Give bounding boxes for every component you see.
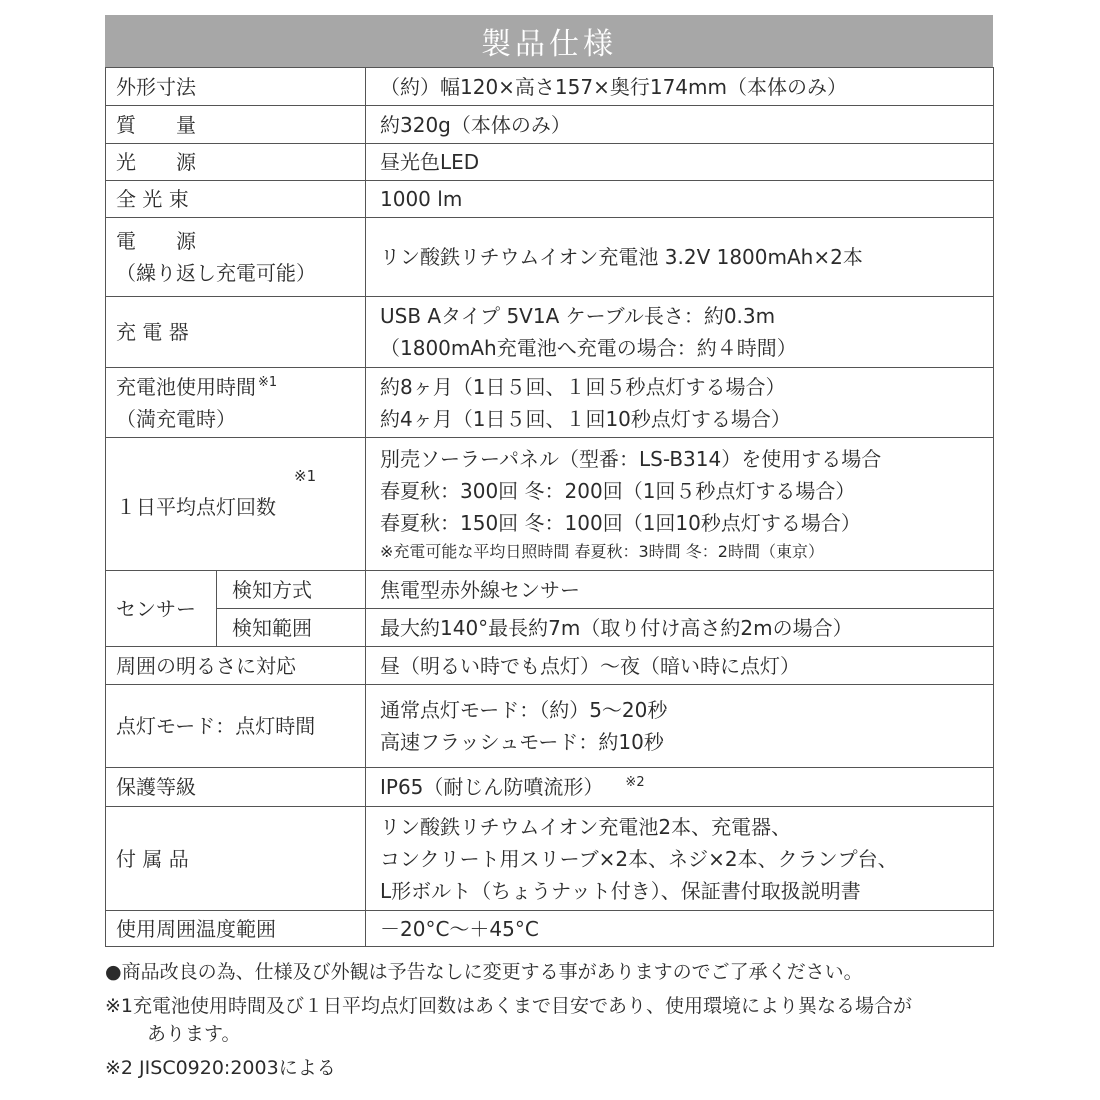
spec-table xyxy=(105,67,994,947)
value-mode-line1: 通常点灯モード：（約）5〜20秒 xyxy=(380,698,668,722)
value-charger xyxy=(366,297,994,368)
value-charger-line1: USB Aタイプ 5V1A ケーブル長さ：約0.3m xyxy=(380,304,776,328)
spec-sheet xyxy=(105,15,993,947)
label-temperature: 使用周囲温度範囲 xyxy=(106,911,366,947)
label-light-source: 光 源 xyxy=(106,144,366,181)
value-protection xyxy=(366,768,994,807)
value-luminous-flux: 1000 lm xyxy=(366,181,994,218)
label-mode: 点灯モード：点灯時間 xyxy=(106,685,366,768)
label-protection: 保護等級 xyxy=(106,768,366,807)
label-dimensions: 外形寸法 xyxy=(106,68,366,106)
row-sensor-method xyxy=(106,571,994,609)
label-mass: 質 量 xyxy=(106,106,366,144)
value-battery-time xyxy=(366,368,994,438)
value-ambient: 昼（明るい時でも点灯）〜夜（暗い時に点灯） xyxy=(366,647,994,685)
spec-title: 製品仕様 xyxy=(105,15,993,67)
value-light-source: 昼光色LED xyxy=(366,144,994,181)
footnote-mark-1b: ※1 xyxy=(294,467,317,485)
label-sensor-range: 検知範囲 xyxy=(217,609,366,647)
value-accessories-line2: コンクリート用スリーブ×2本、ネジ×2本、クランプ台、 xyxy=(380,846,898,871)
label-sensor: センサー xyxy=(106,571,217,647)
label-charger: 充 電 器 xyxy=(106,297,366,368)
value-accessories-line1: リン酸鉄リチウムイオン充電池2本、充電器、 xyxy=(380,814,792,839)
row-sensor-range xyxy=(106,609,994,647)
value-temperature: －20°C〜＋45°C xyxy=(366,911,994,947)
value-battery-time-line1: 約8ヶ月（1日５回、１回５秒点灯する場合） xyxy=(380,374,786,399)
row-light-source xyxy=(106,144,994,181)
row-mode xyxy=(106,685,994,768)
row-charger xyxy=(106,297,994,368)
row-accessories xyxy=(106,807,994,911)
value-protection-text: IP65（耐じん防噴流形） xyxy=(380,775,604,799)
value-power: リン酸鉄リチウムイオン充電池 3.2V 1800mAh×2本 xyxy=(366,218,994,297)
value-mode xyxy=(366,685,994,768)
value-daily-count-note: ※充電可能な平均日照時間 春夏秋：3時間 冬：2時間（東京） xyxy=(380,542,824,561)
value-dimensions: （約）幅120×高さ157×奥行174mm（本体のみ） xyxy=(366,68,994,106)
label-battery-time-line1: 充電池使用時間 xyxy=(116,374,256,399)
footnote-mark-2: ※2 xyxy=(625,775,645,790)
row-protection xyxy=(106,768,994,807)
value-accessories-line3: L形ボルト（ちょうナット付き）、保証書付取扱説明書 xyxy=(380,878,861,903)
label-battery-time xyxy=(106,368,366,438)
label-daily-count xyxy=(106,438,366,571)
row-temperature xyxy=(106,911,994,947)
value-daily-count xyxy=(366,438,994,571)
row-ambient xyxy=(106,647,994,685)
value-accessories xyxy=(366,807,994,911)
value-daily-count-line3: 春夏秋：150回 冬：100回（1回10秒点灯する場合） xyxy=(380,511,861,535)
footnote-2: ※2 JISC0920:2003による xyxy=(105,1057,336,1079)
value-daily-count-line2: 春夏秋：300回 冬：200回（1回５秒点灯する場合） xyxy=(380,479,856,503)
value-mode-line2: 高速フラッシュモード：約10秒 xyxy=(380,730,664,754)
label-power-line1: 電 源 xyxy=(116,229,196,253)
label-power xyxy=(106,218,366,297)
row-battery-time xyxy=(106,368,994,438)
footnote-1-line2: あります。 xyxy=(147,1023,241,1045)
label-battery-time-line2: （満充電時） xyxy=(116,406,236,431)
row-mass xyxy=(106,106,994,144)
footnotes xyxy=(105,958,1005,1082)
value-charger-line2: （1800mAh充電池へ充電の場合：約４時間） xyxy=(380,336,797,360)
value-battery-time-line2: 約4ヶ月（1日５回、１回10秒点灯する場合） xyxy=(380,406,791,431)
value-sensor-range: 最大約140°最長約7m（取り付け高さ約2mの場合） xyxy=(366,609,994,647)
label-ambient: 周囲の明るさに対応 xyxy=(106,647,366,685)
footnote-1-line1: ※1充電池使用時間及び１日平均点灯回数はあくまで目安であり、使用環境により異なる場合が xyxy=(105,995,913,1017)
row-dimensions xyxy=(106,68,994,106)
footnote-mark-1: ※1 xyxy=(258,374,278,390)
row-luminous-flux xyxy=(106,181,994,218)
label-daily-count-text: １日平均点灯回数 xyxy=(116,495,276,519)
row-power xyxy=(106,218,994,297)
footnote-notice: ●商品改良の為、仕様及び外観は予告なしに変更する事がありますのでご了承ください。 xyxy=(105,961,863,983)
label-sensor-method: 検知方式 xyxy=(217,571,366,609)
row-daily-count xyxy=(106,438,994,571)
value-sensor-method: 焦電型赤外線センサー xyxy=(366,571,994,609)
value-daily-count-line1: 別売ソーラーパネル（型番：LS-B314）を使用する場合 xyxy=(380,447,882,471)
label-luminous-flux: 全 光 束 xyxy=(106,181,366,218)
label-accessories: 付 属 品 xyxy=(106,807,366,911)
value-mass: 約320g（本体のみ） xyxy=(366,106,994,144)
label-power-line2: （繰り返し充電可能） xyxy=(116,261,316,285)
